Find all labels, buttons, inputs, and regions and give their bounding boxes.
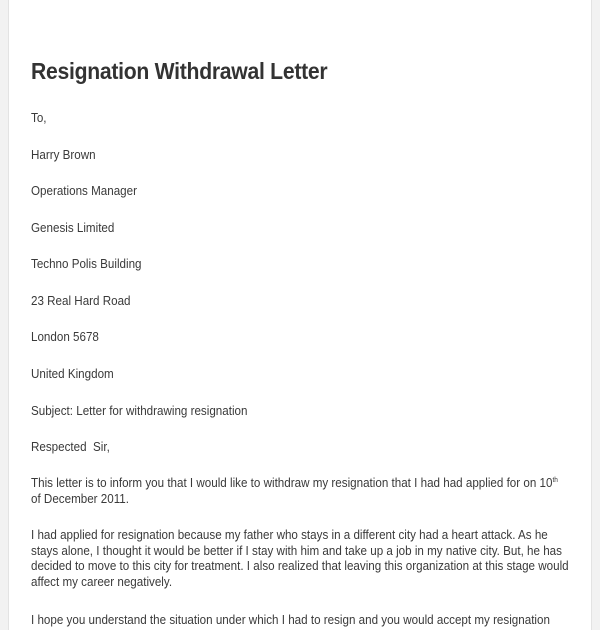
paragraph-1-text: This letter is to inform you that I would like to withdraw my resignation that I had had applied for on 10 <box>31 476 553 490</box>
company-name: Genesis Limited <box>31 221 115 235</box>
salutation-to: To, <box>31 111 47 125</box>
country: United Kingdom <box>31 367 114 381</box>
paragraph-1-tail: of December 2011. <box>31 491 130 506</box>
paragraph-3: I hope you understand the situation under which I had to resign and you would accept my resignation <box>31 613 550 627</box>
ordinal-suffix: th <box>552 477 558 484</box>
street-address: 23 Real Hard Road <box>31 294 131 308</box>
letter-page <box>8 0 592 630</box>
paragraph-2: I had applied for resignation because my father who stays in a different city had a heart attack. As he stays alone, I thought it would be better if I stay with him and take up a job in my native city. But, he has decided to move to this city for treatment. I also realized that leaving this organization at this stage would affect my career negatively. <box>31 528 569 589</box>
city-postcode: London 5678 <box>31 330 99 344</box>
building-name: Techno Polis Building <box>31 257 142 271</box>
greeting: Respected Sir, <box>31 440 110 454</box>
recipient-title: Operations Manager <box>31 184 137 198</box>
paragraph-1 <box>31 476 570 507</box>
subject-line: Subject: Letter for withdrawing resignation <box>31 404 248 418</box>
document-title: Resignation Withdrawal Letter <box>31 58 328 84</box>
recipient-name: Harry Brown <box>31 148 96 162</box>
